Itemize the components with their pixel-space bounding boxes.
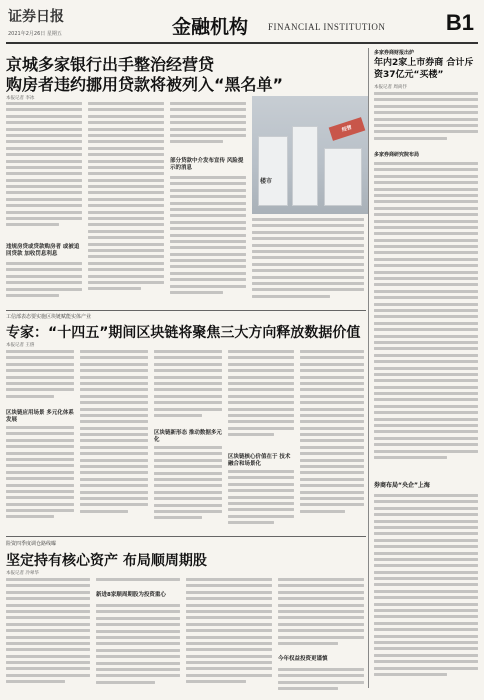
right-column-rule	[368, 48, 369, 688]
photo-building-3	[324, 148, 362, 206]
lead-column-1	[6, 102, 82, 242]
right-headline-1: 年内2家上市券商 合计斥资37亿元“买楼”	[374, 58, 474, 80]
section-divider-1	[6, 310, 366, 311]
second-subhead-2: 区块链新形态 推动数据多元化	[154, 430, 222, 444]
right-subhead-3: 券商布局“央企”上海	[374, 482, 430, 489]
masthead-rule	[6, 42, 478, 44]
lead-headline-line2: 购房者违约挪用贷款将被列入“黑名单”	[6, 75, 284, 94]
third-column-3	[186, 578, 272, 694]
lead-column-3b	[170, 176, 246, 306]
lead-byline: 本报记者 李冰	[6, 96, 35, 101]
newspaper-logo: 证券日报	[8, 9, 64, 25]
second-byline: 本报记者 王僖	[6, 343, 35, 348]
second-column-1a	[6, 350, 74, 406]
right-column	[374, 48, 478, 696]
third-byline: 本报记者 冷翠华	[6, 571, 39, 576]
second-column-4a	[228, 350, 294, 450]
second-column-5	[300, 350, 364, 532]
right-column-text-3	[374, 494, 478, 694]
section-divider-2	[6, 536, 366, 537]
right-byline-1: 本报记者 周尚伃	[374, 85, 407, 90]
page-number: B1	[445, 10, 474, 35]
third-column-4a	[278, 578, 364, 652]
right-kicker-1: 多家券商财报出炉	[374, 50, 415, 56]
second-subhead-3: 区块链核心价值在于 技术融合和场景化	[228, 454, 291, 468]
second-column-1b	[6, 426, 74, 532]
third-subhead-2: 今年权益投资更谨慎	[278, 656, 328, 662]
second-kicker: 工信部表态要实施区块链赋能实体产业	[6, 314, 92, 320]
section-title-en: FINANCIAL INSTITUTION	[268, 22, 386, 32]
second-column-4b	[228, 470, 294, 532]
third-kicker: 险资四季度调仓路线曝	[6, 541, 57, 547]
second-column-3b	[154, 446, 222, 532]
second-column-2	[80, 350, 148, 532]
third-column-4b	[278, 668, 364, 694]
photo-tag: 经营	[329, 117, 366, 141]
photo-sign: 楼市	[260, 178, 273, 185]
issue-date: 2021年2月26日 星期五	[8, 31, 62, 37]
lead-column-4	[252, 218, 364, 306]
lead-column-1b	[6, 262, 82, 306]
masthead	[0, 0, 484, 44]
third-headline: 坚定持有核心资产 布局顺周期股	[6, 553, 207, 569]
third-column-2b	[96, 604, 180, 694]
second-column-3a	[154, 350, 222, 426]
lead-column-3a	[170, 102, 246, 154]
right-kicker-2: 多家券商研究院布局	[374, 152, 420, 158]
lead-column-2	[88, 102, 164, 306]
right-column-text-1	[374, 92, 478, 148]
lead-subhead-mid: 部分贷款中介发布宣传 风险提示的消息	[170, 158, 244, 172]
second-subhead-1: 区块链应用场景 多元化体系发展	[6, 410, 74, 424]
third-column-1	[6, 578, 90, 694]
section-title: 金融机构	[172, 16, 249, 38]
third-subhead-1: 新进8家顺周期股为投资重心	[96, 592, 166, 598]
second-headline: 专家：“十四五”期间区块链将聚焦三大方向释放数据价值	[6, 325, 361, 341]
third-column-2a	[96, 578, 180, 588]
right-column-text-2	[374, 162, 478, 480]
lead-subhead-left: 违规房贷或贷款购房者 或被追回贷款 加收罚息利息	[6, 244, 80, 258]
lead-headline-line1: 京城多家银行出手整治经营贷	[6, 55, 215, 74]
photo-building-1	[258, 136, 288, 206]
lead-photo	[252, 96, 368, 214]
photo-building-2	[292, 126, 318, 206]
